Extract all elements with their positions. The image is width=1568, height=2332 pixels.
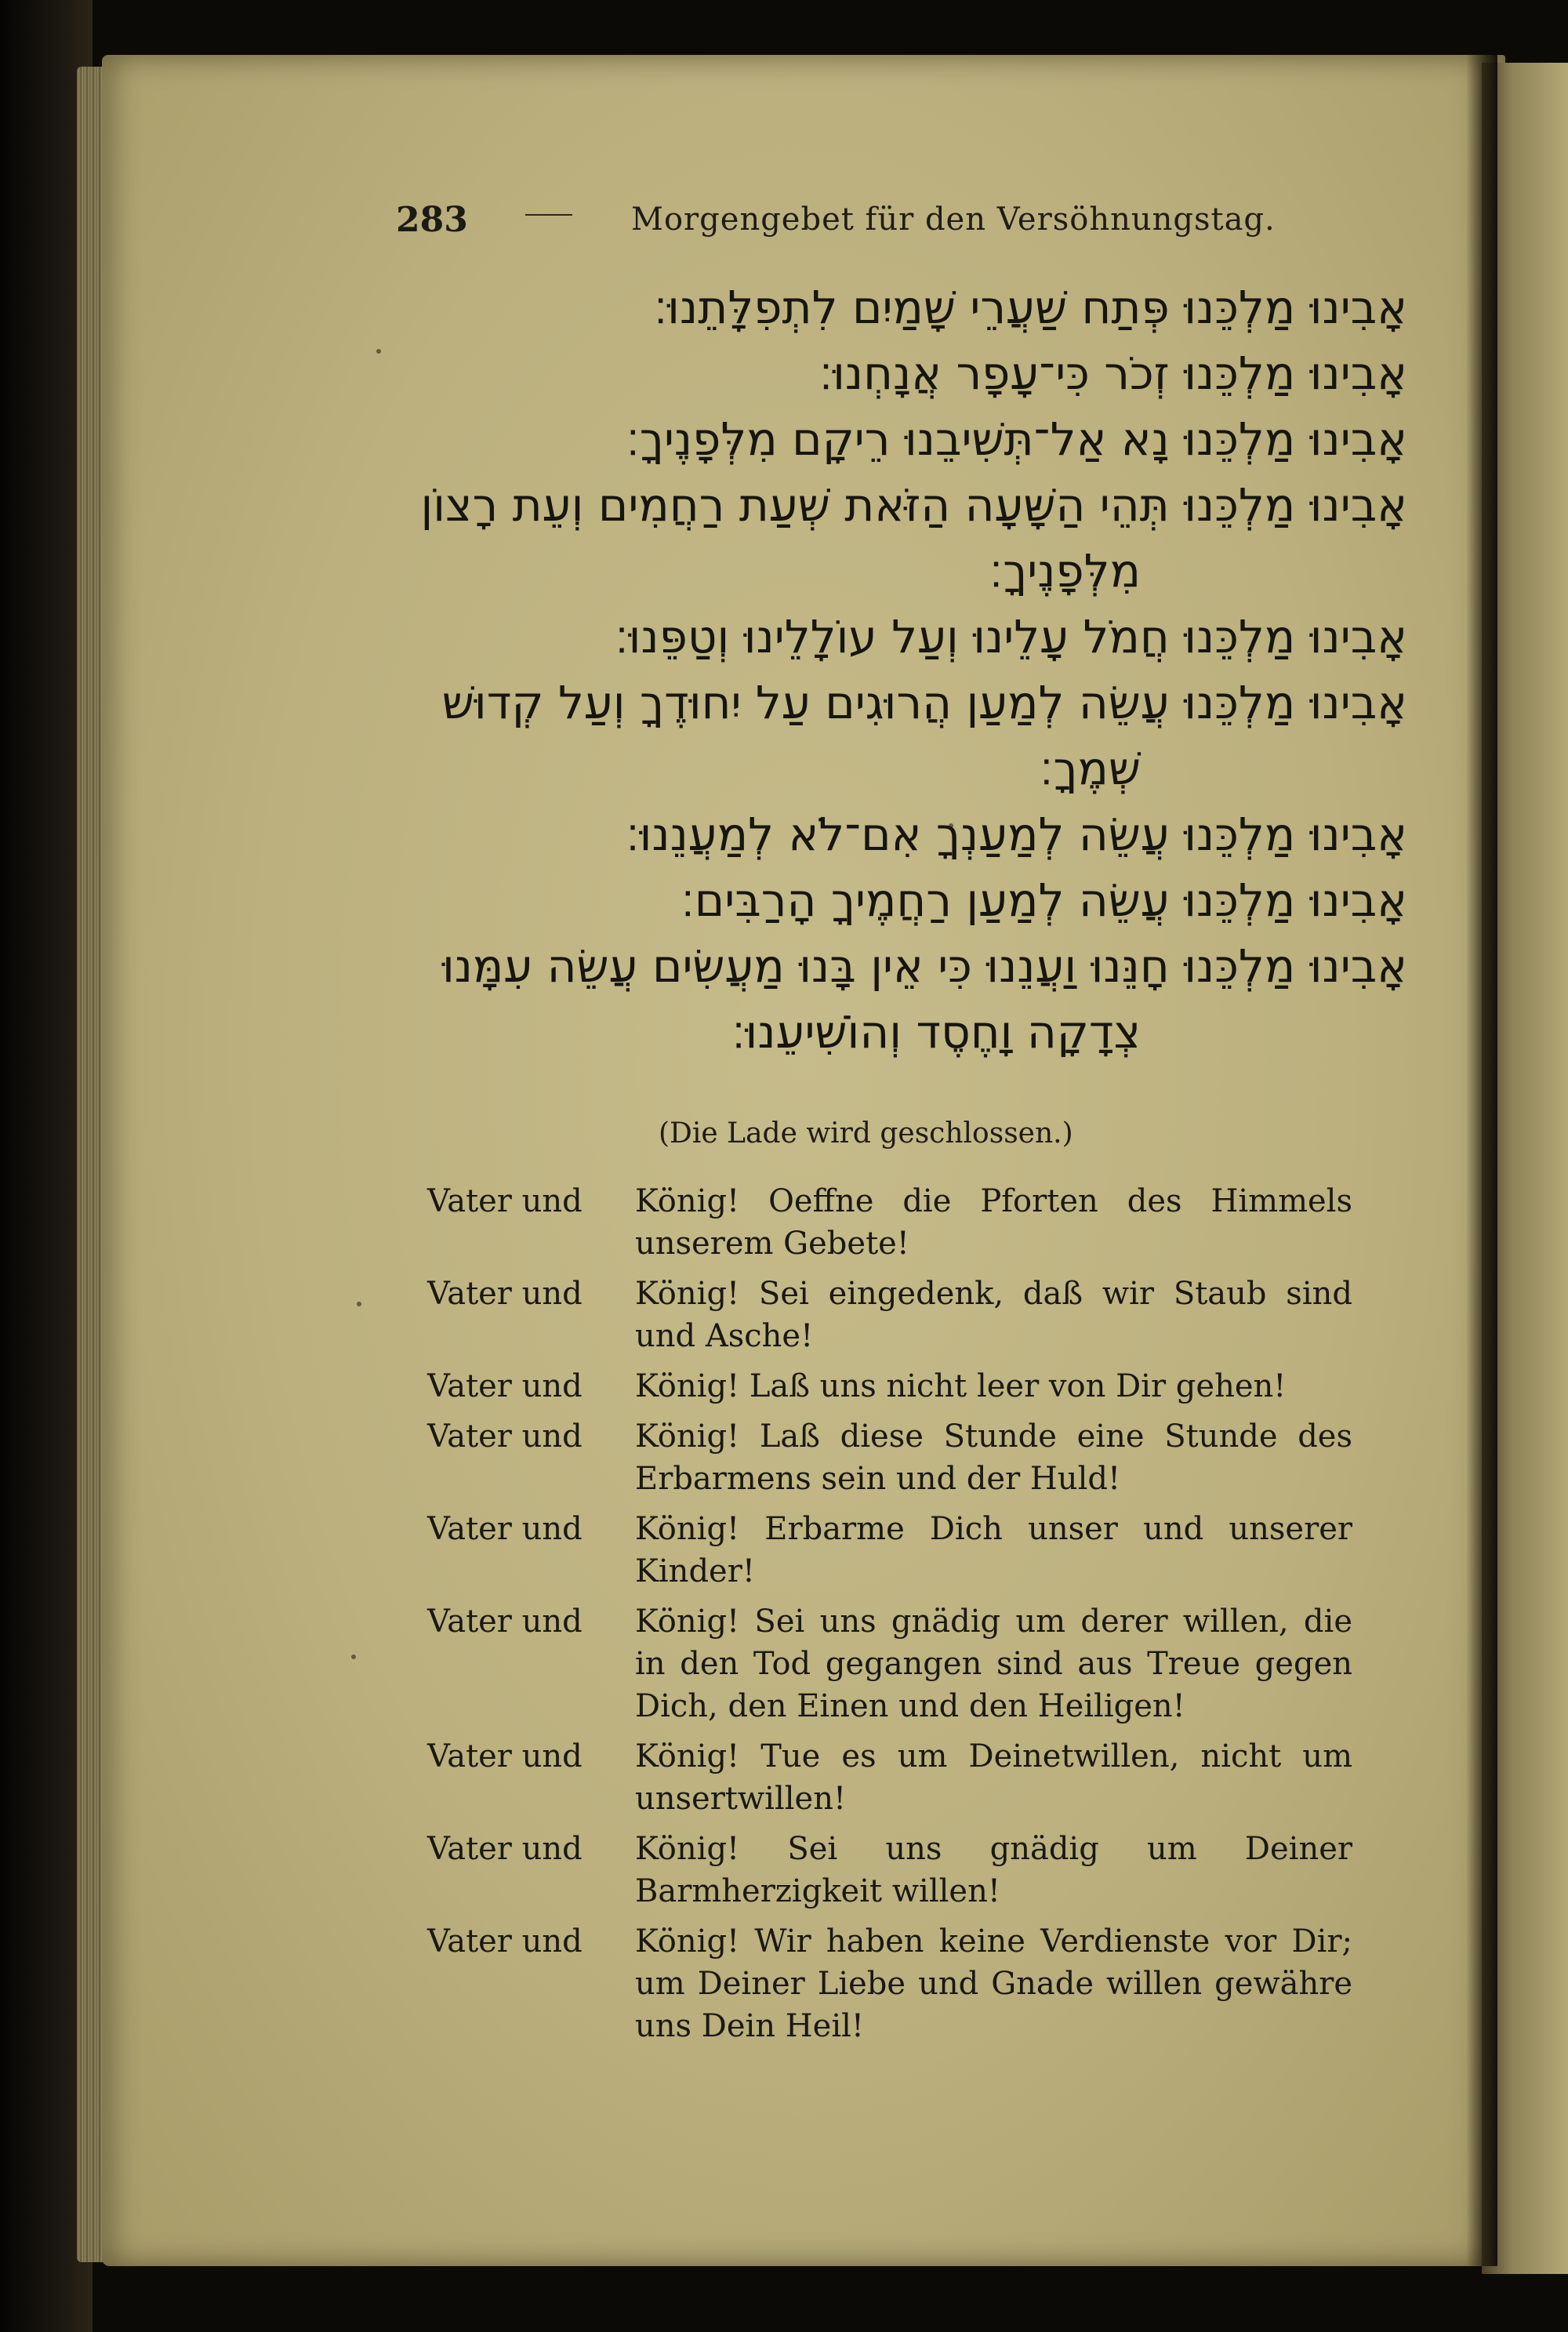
hebrew-line: אָבִינוּ מַלְכֵּנוּ חָנֵּנוּ וַעֲנֵנוּ כִּי אֵין בָּנוּ מַעֲשִׂים עֲשֵׂה עִמָּנוּ — [441, 939, 1407, 993]
stage-direction: (Die Lade wird geschlossen.) — [659, 1117, 1073, 1150]
translation-entry — [427, 1828, 1352, 1912]
entry-prefix: Vater und — [427, 1183, 583, 1219]
hebrew-line: אָבִינוּ מַלְכֵּנוּ עֲשֵׂה לְמַעַן רַחֲמֶיךָ הָרַבִּים׃ — [681, 874, 1407, 927]
hebrew-line: אָבִינוּ מַלְכֵּנוּ תְּהֵי הַשָּׁעָה הַזֹּאת שְׁעַת רַחֲמִים וְעֵת רָצוֹן — [420, 478, 1407, 532]
running-header — [396, 200, 1276, 255]
entry-text: König! Laß uns nicht leer von Dir gehen! — [635, 1368, 1287, 1404]
page-number: 283 — [396, 200, 468, 240]
entry-text: König! Sei uns gnädig um derer willen, die in den Tod gegangen sind aus Treue gegen Dich, den Einen und den Heiligen! — [635, 1604, 1352, 1724]
translation-entry — [427, 1920, 1352, 2047]
header-rule — [525, 214, 572, 216]
translation-entry — [427, 1415, 1352, 1500]
translation-entry — [427, 1735, 1352, 1820]
entry-text: König! Erbarme Dich unser und unserer Kinder! — [635, 1511, 1352, 1589]
hebrew-line-continuation: צְדָקָה וָחֶסֶד וְהוֹשִׁיעֵנוּ׃ — [731, 1005, 1141, 1059]
german-translation-block — [427, 1180, 1352, 2055]
hebrew-line: אָבִינוּ מַלְכֵּנוּ נָא אַל־תְּשִׁיבֵנוּ רֵיקָם מִלְּפָנֶיךָ׃ — [626, 412, 1407, 466]
translation-entry — [427, 1365, 1352, 1408]
translation-entry — [427, 1180, 1352, 1265]
entry-text: König! Tue es um Deinetwillen, nicht um unsertwillen! — [635, 1738, 1352, 1817]
hebrew-line: אָבִינוּ מַלְכֵּנוּ עֲשֵׂה לְמַעַן הֲרוּגִים עַל יִחוּדֶךָ וְעַל קְדוּשׁ — [441, 676, 1407, 729]
entry-prefix: Vater und — [427, 1738, 583, 1774]
entry-prefix: Vater und — [427, 1276, 583, 1312]
entry-prefix: Vater und — [427, 1923, 583, 1960]
book-gutter-shadow — [1466, 55, 1497, 2266]
entry-text: König! Sei uns gnädig um Deiner Barmherzigkeit willen! — [635, 1831, 1352, 1909]
hebrew-line: אָבִינוּ מַלְכֵּנוּ חֲמֹל עָלֵינוּ וְעַל עוֹלָלֵינוּ וְטַפֵּנוּ׃ — [615, 610, 1407, 663]
entry-text: König! Wir haben keine Verdienste vor Dir; um Deiner Liebe und Gnade willen gewähre uns Dein Heil! — [635, 1923, 1352, 2044]
entry-prefix: Vater und — [427, 1831, 583, 1867]
entry-text: König! Oeffne die Pforten des Himmels unserem Gebete! — [635, 1183, 1352, 1262]
running-title: Morgengebet für den Versöhnungstag. — [631, 202, 1276, 238]
hebrew-line-continuation: שְׁמֶךָ׃ — [1040, 742, 1141, 795]
hebrew-line: אָבִינוּ מַלְכֵּנוּ זְכֹר כִּי־עָפָר אֲנָחְנוּ׃ — [818, 347, 1407, 400]
translation-entry — [427, 1508, 1352, 1593]
entry-prefix: Vater und — [427, 1368, 583, 1404]
hebrew-line: אָבִינוּ מַלְכֵּנוּ עֲשֵׂה לְמַעַנְךָ אִם־לֹא לְמַעֲנֵנוּ׃ — [626, 808, 1407, 861]
translation-entry — [427, 1600, 1352, 1727]
hebrew-line: אָבִינוּ מַלְכֵּנוּ פְּתַח שַׁעֲרֵי שָׁמַיִם לִתְפִלָּתֵנוּ׃ — [654, 281, 1407, 334]
translation-entry — [427, 1273, 1352, 1357]
hebrew-line-continuation: מִלְּפָנֶיךָ׃ — [989, 544, 1141, 598]
paper-speck — [351, 1655, 356, 1659]
entry-text: König! Laß diese Stunde eine Stunde des Erbarmens sein und der Huld! — [635, 1418, 1352, 1497]
entry-prefix: Vater und — [427, 1418, 583, 1455]
paper-speck — [357, 1302, 361, 1306]
hebrew-prayer-block — [357, 274, 1407, 1065]
entry-text: König! Sei eingedenk, daß wir Staub sind und Asche! — [635, 1276, 1352, 1354]
entry-prefix: Vater und — [427, 1511, 583, 1547]
entry-prefix: Vater und — [427, 1604, 583, 1640]
